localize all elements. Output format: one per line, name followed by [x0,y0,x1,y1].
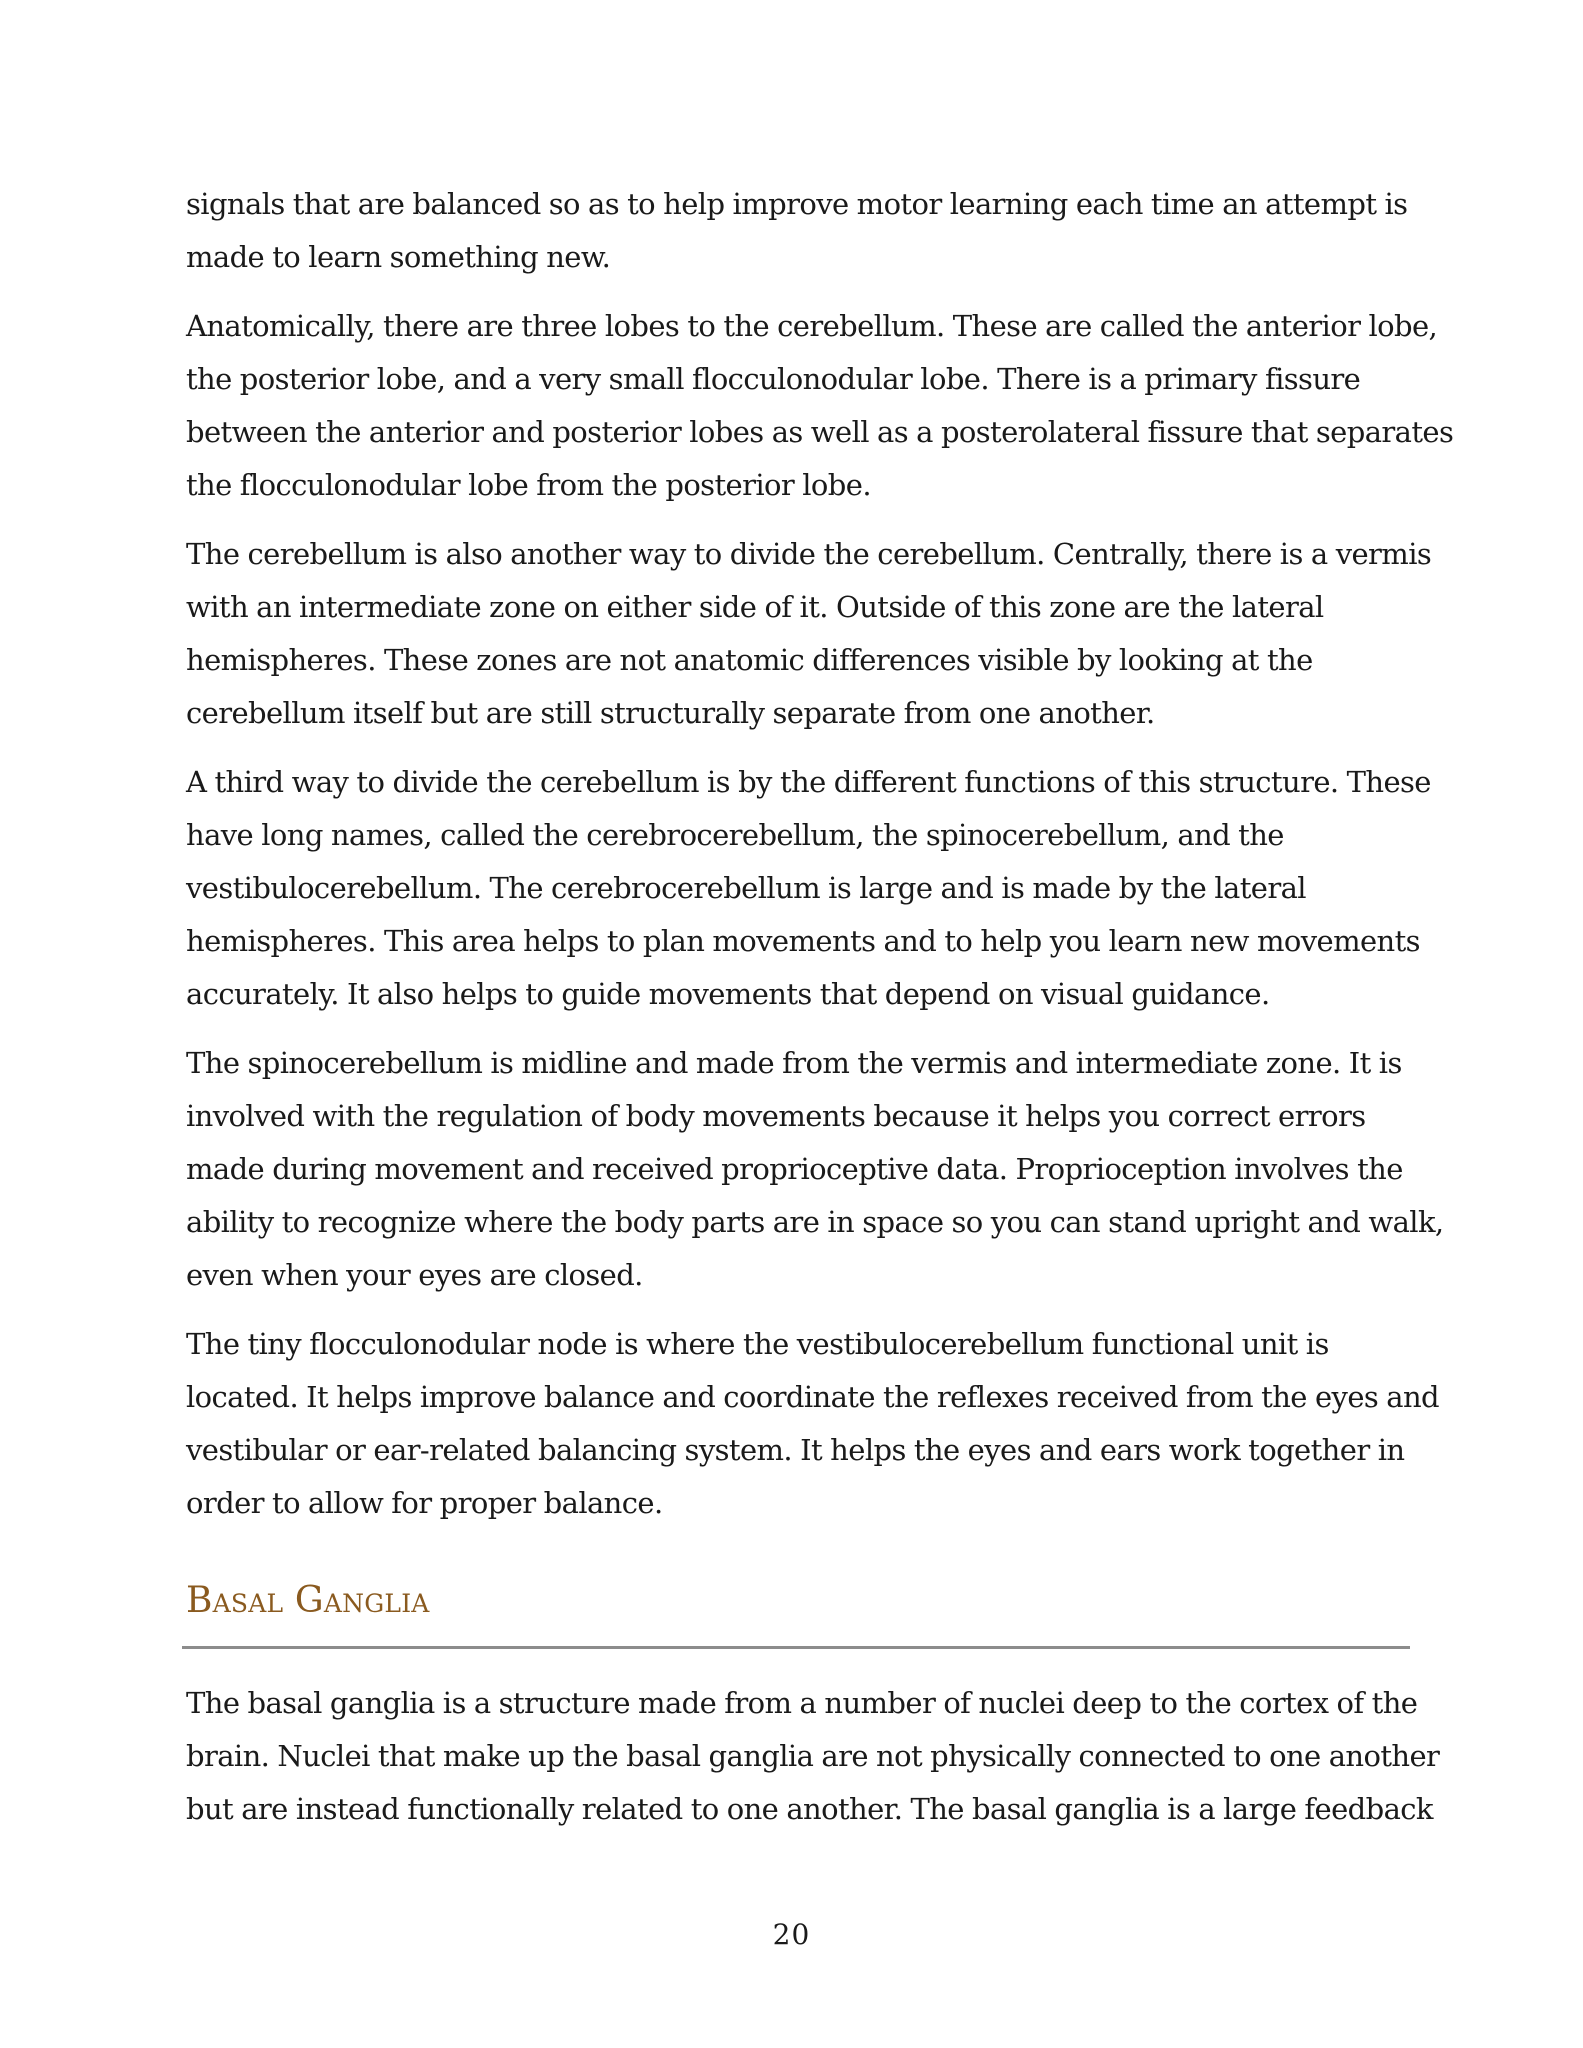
text-line: order to allow for proper balance. [186,1486,663,1520]
text-line: hemispheres. This area helps to plan movements and to help you learn new movements [186,924,1420,958]
text-line: Anatomically, there are three lobes to the cerebellum. These are called the anterior lobe, [186,309,1438,343]
page-number: 20 [772,1918,811,1951]
paragraph-lobes [186,300,1454,512]
page-body [186,178,1454,1852]
paragraph-spinocerebellum [186,1037,1444,1302]
paragraph-zones [186,528,1432,740]
text-line: cerebellum itself but are still structurally separate from one another. [186,696,1155,730]
text-line: The basal ganglia is a structure made from a number of nuclei deep to the cortex of the [186,1686,1418,1720]
text-line: ability to recognize where the body parts are in space so you can stand upright and walk, [186,1205,1444,1239]
text-line: brain. Nuclei that make up the basal ganglia are not physically connected to one another [186,1739,1440,1773]
text-line: made during movement and received proprioceptive data. Proprioception involves the [186,1152,1403,1186]
text-line: vestibular or ear-related balancing system. It helps the eyes and ears work together in [186,1433,1405,1467]
section-divider [182,1646,1410,1649]
paragraph-motor-learning [186,178,1406,284]
text-line: The tiny flocculonodular node is where the vestibulocerebellum functional unit is [186,1327,1329,1361]
text-line: the flocculonodular lobe from the posterior lobe. [186,468,871,502]
text-line: the posterior lobe, and a very small flocculonodular lobe. There is a primary fissure [186,362,1361,396]
text-line: with an intermediate zone on either side of it. Outside of this zone are the lateral [186,590,1324,624]
text-line: The spinocerebellum is midline and made from the vermis and intermediate zone. It is [186,1046,1402,1080]
text-line: located. It helps improve balance and coordinate the reflexes received from the eyes and [186,1380,1440,1414]
text-line: between the anterior and posterior lobes as well as a posterolateral fissure that separates [186,415,1454,449]
text-line: have long names, called the cerebrocerebellum, the spinocerebellum, and the [186,818,1284,852]
paragraph-basal-ganglia [186,1677,1440,1836]
text-line: even when your eyes are closed. [186,1258,643,1292]
text-line: but are instead functionally related to one another. The basal ganglia is a large feedback [186,1792,1433,1826]
text-line: signals that are balanced so as to help improve motor learning each time an attempt is [186,187,1408,221]
text-line: involved with the regulation of body movements because it helps you correct errors [186,1099,1366,1133]
text-line: The cerebellum is also another way to divide the cerebellum. Centrally, there is a vermis [186,537,1432,571]
text-line: hemispheres. These zones are not anatomic differences visible by looking at the [186,643,1313,677]
text-line: made to learn something new. [186,240,611,274]
section-heading: Basal Ganglia [186,1580,430,1621]
text-line: accurately. It also helps to guide movements that depend on visual guidance. [186,977,1270,1011]
paragraph-flocculonodular [186,1318,1440,1530]
paragraph-functions [186,756,1431,1021]
text-line: A third way to divide the cerebellum is by the different functions of this structure. These [186,765,1431,799]
text-line: vestibulocerebellum. The cerebrocerebellum is large and is made by the lateral [186,871,1306,905]
